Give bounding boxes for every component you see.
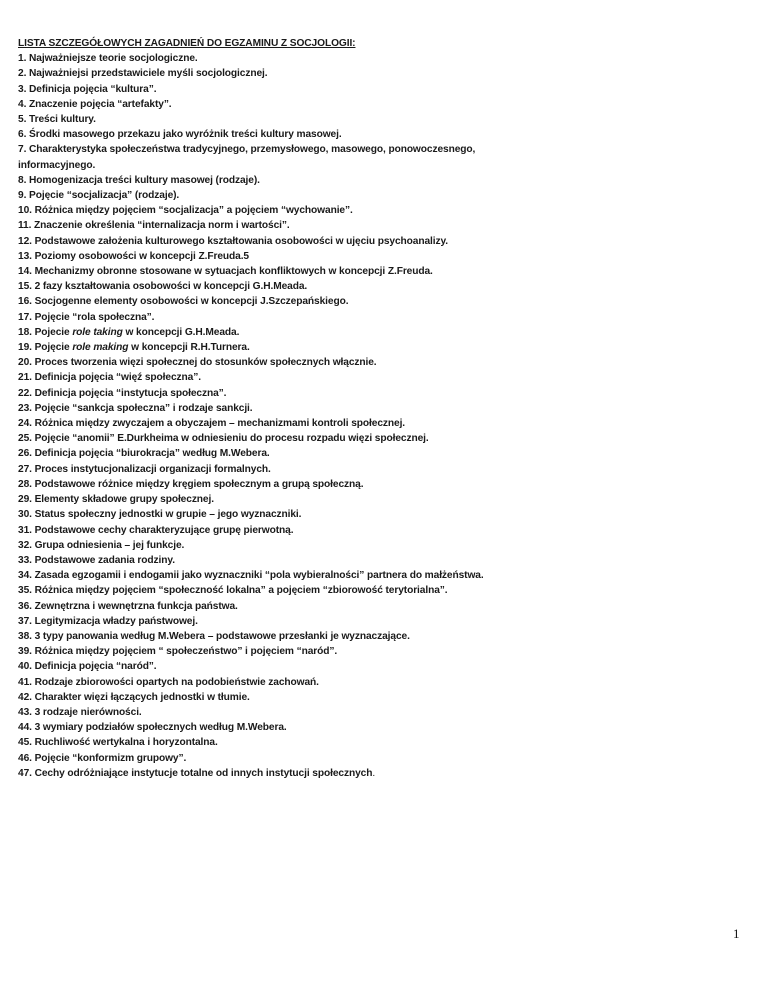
list-item: 32. Grupa odniesienia – jej funkcje. xyxy=(18,539,185,551)
list-item: 28. Podstawowe różnice między kręgiem społecznym a grupą społeczną. xyxy=(18,478,364,490)
list-item: 14. Mechanizmy obronne stosowane w sytuacjach konfliktowych w koncepcji Z.Freuda. xyxy=(18,266,433,278)
list-item: 36. Zewnętrzna i wewnętrzna funkcja państwa. xyxy=(18,600,238,612)
list-item xyxy=(18,325,738,340)
list-item: 9. Pojęcie “socjalizacja” (rodzaje). xyxy=(18,190,180,202)
document-title: LISTA SZCZEGÓŁOWYCH ZAGADNIEŃ DO EGZAMINU Z SOCJOLOGII: xyxy=(18,38,356,49)
list-item: 31. Podstawowe cechy charakteryzujące grupę pierwotną. xyxy=(18,524,294,536)
list-item: 23. Pojęcie “sankcja społeczna” i rodzaje sankcji. xyxy=(18,402,253,414)
item-text: w koncepcji G.H.Meada. xyxy=(122,326,240,338)
list-item: 16. Socjogenne elementy osobowości w koncepcji J.Szczepańskiego. xyxy=(18,296,349,308)
item-term: role making xyxy=(72,342,129,354)
item-end-mark: . xyxy=(372,767,376,779)
list-item: 3. Definicja pojęcia “kultura”. xyxy=(18,83,157,95)
list-item: 20. Proces tworzenia więzi społecznej do stosunków społecznych włącznie. xyxy=(18,357,377,369)
page-number: 1 xyxy=(733,926,740,941)
list-item: 25. Pojęcie “anomii” E.Durkheima w odniesieniu do procesu rozpadu więzi społecznej. xyxy=(18,433,429,445)
item-text: w koncepcji R.H.Turnera. xyxy=(128,342,250,354)
list-item: 17. Pojęcie “rola społeczna”. xyxy=(18,311,155,323)
list-item: 42. Charakter więzi łączących jednostki w tłumie. xyxy=(18,691,250,703)
list-item: 10. Różnica między pojęciem “socjalizacja” a pojęciem “wychowanie”. xyxy=(18,205,353,217)
list-item: 46. Pojęcie “konformizm grupowy”. xyxy=(18,752,187,764)
list-item: 22. Definicja pojęcia “instytucja społeczna”. xyxy=(18,387,227,399)
list-item: 43. 3 rodzaje nierówności. xyxy=(18,706,142,718)
list-item: 27. Proces instytucjonalizacji organizacji formalnych. xyxy=(18,463,271,475)
list-item: 34. Zasada egzogamii i endogamii jako wyznaczniki “pola wybieralności” partnera do małżeństwa. xyxy=(18,570,484,582)
list-item: 12. Podstawowe założenia kulturowego kształtowania osobowości w ujęciu psychoanalizy. xyxy=(18,235,449,247)
list-item: 8. Homogenizacja treści kultury masowej (rodzaje). xyxy=(18,174,260,186)
item-text: 47. Cechy odróżniające instytucje totalne od innych instytucji społecznych xyxy=(18,767,373,779)
list-item xyxy=(18,766,738,781)
list-item xyxy=(18,340,738,355)
list-item: 30. Status społeczny jednostki w grupie – jego wyznaczniki. xyxy=(18,509,302,521)
list-item: 39. Różnica między pojęciem “ społeczeństwo” i pojęciem “naród”. xyxy=(18,646,338,658)
exam-topics-list xyxy=(18,36,738,781)
item-text: 19. Pojęcie xyxy=(18,342,73,354)
list-item: 11. Znaczenie określenia “internalizacja norm i wartości”. xyxy=(18,220,290,232)
list-item: 6. Środki masowego przekazu jako wyróżnik treści kultury masowej. xyxy=(18,129,342,141)
list-item: 2. Najważniejsi przedstawiciele myśli socjologicznej. xyxy=(18,68,268,80)
list-item: 40. Definicja pojęcia “naród”. xyxy=(18,661,157,673)
list-item: 1. Najważniejsze teorie socjologiczne. xyxy=(18,53,198,65)
list-item: 41. Rodzaje zbiorowości opartych na podobieństwie zachowań. xyxy=(18,676,319,688)
list-item: 24. Różnica między zwyczajem a obyczajem – mechanizmami kontroli społecznej. xyxy=(18,418,406,430)
list-item: 29. Elementy składowe grupy społecznej. xyxy=(18,494,214,506)
list-item: 33. Podstawowe zadania rodziny. xyxy=(18,554,175,566)
list-item: 45. Ruchliwość wertykalna i horyzontalna. xyxy=(18,737,218,749)
list-item: 15. 2 fazy kształtowania osobowości w koncepcji G.H.Meada. xyxy=(18,281,308,293)
list-item: 7. Charakterystyka społeczeństwa tradycyjnego, przemysłowego, masowego, ponowoczesnego, informacyjnego. xyxy=(18,144,476,171)
list-item: 35. Różnica między pojęciem “społeczność lokalna” a pojęciem “zbiorowość terytorialna”. xyxy=(18,585,448,597)
list-item: 4. Znaczenie pojęcia “artefakty”. xyxy=(18,98,172,110)
list-item: 37. Legitymizacja władzy państwowej. xyxy=(18,615,198,627)
list-item: 26. Definicja pojęcia “biurokracja” według M.Webera. xyxy=(18,448,270,460)
item-text: 18. Pojecie xyxy=(18,326,73,338)
list-item: 44. 3 wymiary podziałów społecznych według M.Webera. xyxy=(18,722,287,734)
list-item: 5. Treści kultury. xyxy=(18,114,96,126)
list-item: 13. Poziomy osobowości w koncepcji Z.Freuda.5 xyxy=(18,250,250,262)
list-item: 21. Definicja pojęcia “więź społeczna”. xyxy=(18,372,201,384)
item-term: role taking xyxy=(72,326,123,338)
list-item: 38. 3 typy panowania według M.Webera – podstawowe przesłanki je wyznaczające. xyxy=(18,630,410,642)
